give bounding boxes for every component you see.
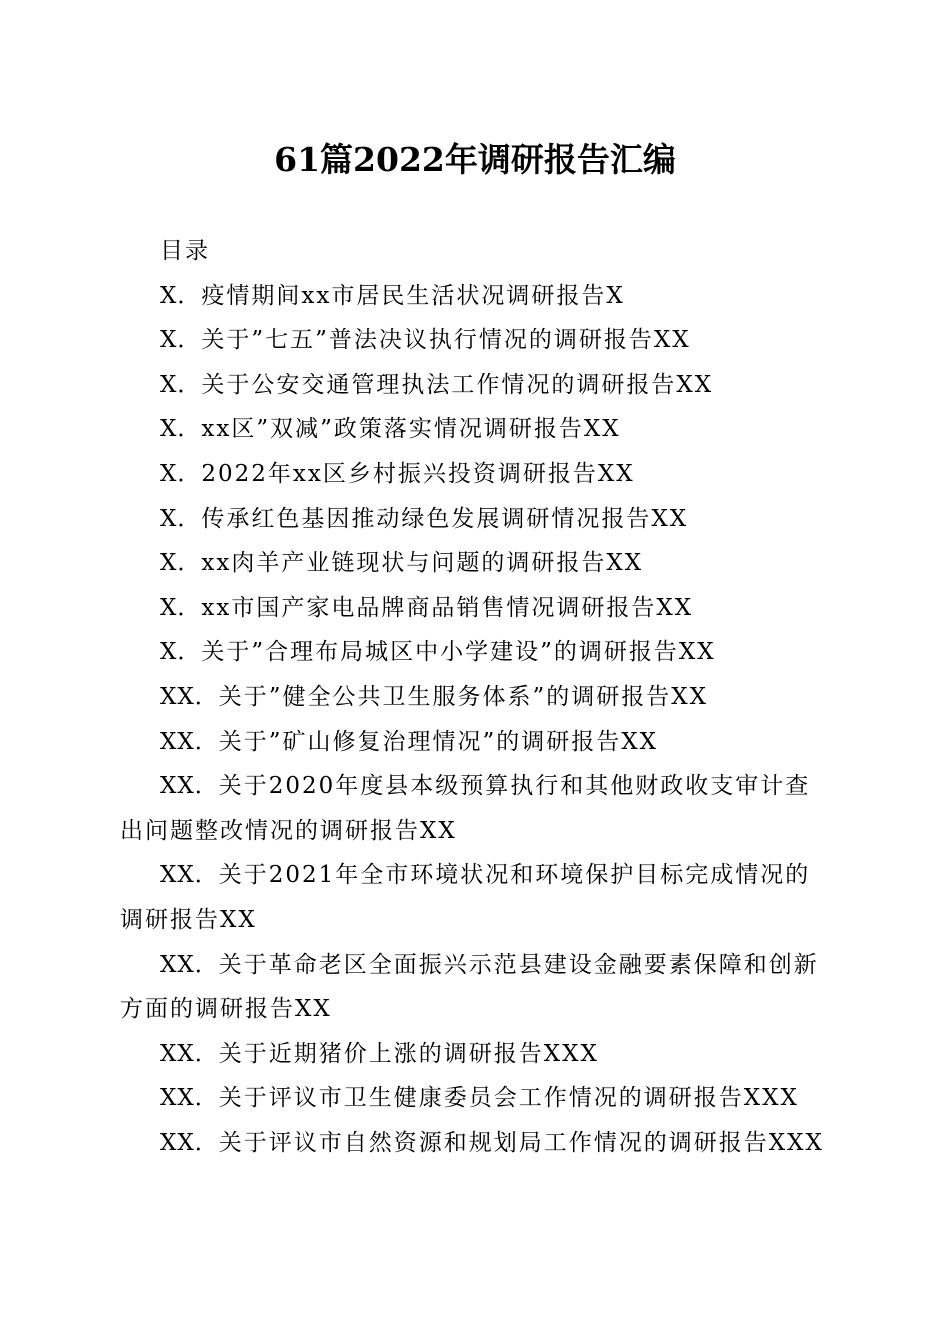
table-of-contents	[120, 229, 830, 1165]
toc-entry-number: XX．	[160, 1085, 219, 1112]
toc-entry-number: X．	[160, 550, 202, 577]
toc-entry-number: X．	[160, 327, 202, 354]
toc-entry[interactable]	[120, 541, 830, 586]
toc-entry-number: XX．	[160, 951, 219, 978]
toc-entry-title: 疫情期间xx市居民生活状况调研报告X	[201, 282, 625, 309]
toc-entry-number: X．	[160, 594, 202, 621]
toc-entry-number: XX．	[160, 728, 219, 755]
toc-entry-title: xx肉羊产业链现状与问题的调研报告XX	[201, 550, 644, 577]
toc-entry[interactable]	[120, 630, 830, 675]
toc-entry[interactable]	[120, 1032, 830, 1077]
toc-entry-number: XX．	[160, 683, 219, 710]
toc-entry[interactable]	[120, 497, 830, 542]
document-title: 61篇2022年调研报告汇编	[274, 140, 676, 179]
toc-entry-title: 关于”合理布局城区中小学建设”的调研报告XX	[201, 639, 716, 666]
toc-entry-title: 关于近期猪价上涨的调研报告XXX	[218, 1040, 599, 1067]
toc-entry-number: XX．	[160, 773, 219, 800]
toc-heading: 目录	[160, 238, 210, 264]
toc-entry-title: 关于”健全公共卫生服务体系”的调研报告XX	[218, 683, 709, 710]
toc-entry[interactable]	[120, 452, 830, 497]
toc-entry-number: X．	[160, 639, 202, 666]
toc-entry-number: X．	[160, 460, 202, 487]
toc-entry-title: 传承红色基因推动绿色发展调研情况报告XX	[201, 505, 689, 532]
toc-entry[interactable]	[120, 586, 830, 631]
toc-entry[interactable]	[120, 1121, 830, 1166]
toc-entry-number: XX．	[160, 1129, 219, 1156]
toc-entry-title: 2022年xx区乡村振兴投资调研报告XX	[201, 460, 635, 487]
toc-entry[interactable]	[120, 274, 830, 319]
toc-entry-number: X．	[160, 416, 202, 443]
toc-entry[interactable]	[120, 318, 830, 363]
toc-entry-title: 关于2020年度县本级预算执行和其他财政收支审计查出问题整改情况的调研报告XX	[120, 773, 811, 844]
toc-entry[interactable]	[120, 675, 830, 720]
toc-entry[interactable]	[120, 720, 830, 765]
toc-entry[interactable]	[120, 407, 830, 452]
toc-entry[interactable]	[120, 853, 830, 942]
toc-entry-title: 关于评议市卫生健康委员会工作情况的调研报告XXX	[218, 1085, 799, 1112]
toc-entry-number: XX．	[160, 862, 219, 889]
toc-entry-title: 关于2021年全市环境状况和环境保护目标完成情况的调研报告XX	[120, 862, 811, 933]
toc-entry[interactable]	[120, 1076, 830, 1121]
toc-entry-number: X．	[160, 282, 202, 309]
toc-entry-title: 关于评议市自然资源和规划局工作情况的调研报告XXX	[218, 1129, 824, 1156]
toc-entry[interactable]	[120, 363, 830, 408]
toc-entry-title: 关于”七五”普法决议执行情况的调研报告XX	[201, 327, 691, 354]
toc-entry-number: XX．	[160, 1040, 219, 1067]
toc-entry-title: xx市国产家电品牌商品销售情况调研报告XX	[201, 594, 694, 621]
toc-entry-title: 关于”矿山修复治理情况”的调研报告XX	[218, 728, 659, 755]
toc-entry[interactable]	[120, 943, 830, 1032]
toc-entry-number: X．	[160, 371, 202, 398]
toc-entry-number: X．	[160, 505, 202, 532]
toc-entry-title: 关于革命老区全面振兴示范县建设金融要素保障和创新方面的调研报告XX	[120, 951, 819, 1023]
toc-entry-title: 关于公安交通管理执法工作情况的调研报告XX	[201, 371, 714, 398]
toc-entry[interactable]	[120, 764, 830, 853]
toc-entry-title: xx区”双减”政策落实情况调研报告XX	[201, 416, 621, 443]
